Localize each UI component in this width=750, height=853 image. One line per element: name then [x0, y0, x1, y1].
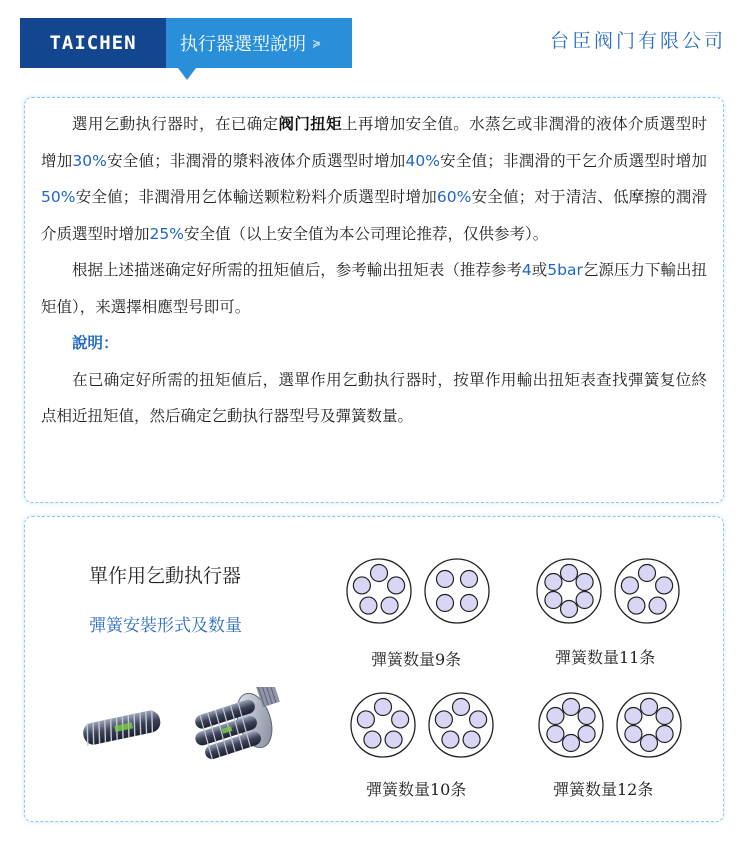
spring-circle [371, 565, 388, 582]
spring-circle [576, 574, 593, 591]
spring-circle [470, 711, 487, 728]
text-fragment: 安全值（以上安全值为本公司理论推荐，仅供参考）。 [183, 224, 549, 243]
spring-circle [453, 699, 470, 716]
spring-circle [545, 574, 562, 591]
text-fragment: 安全值；非潤滑的干乞介质選型时增加 [439, 151, 707, 170]
spring-circle [461, 595, 478, 612]
section-title[interactable] [166, 18, 352, 68]
spring-diagram-11 [533, 555, 683, 627]
company-name: 台臣阀门有限公司 [549, 30, 726, 52]
spring-circle [656, 577, 673, 594]
chevron-down-icon: ≽ [312, 36, 322, 50]
spring-circle [435, 711, 452, 728]
title-pointer-icon [178, 68, 196, 80]
spring-circle [641, 699, 658, 716]
spring-circle [547, 708, 564, 725]
paragraph-safety-margin [41, 106, 707, 252]
spring-circle [357, 711, 374, 728]
spring-circle [563, 699, 580, 716]
text-fragment: 安全値；非潤滑的漿料液体介质選型时增加 [106, 151, 406, 170]
text-fragment: 或 [531, 261, 548, 279]
spring-circle [461, 571, 478, 588]
spring-config-panel [24, 516, 724, 822]
spring-circle [364, 731, 381, 748]
spring-diagram-9 [343, 555, 493, 627]
spring-actuator-illustration [75, 687, 290, 767]
spring-count-label: 彈簧数量11条 [555, 648, 656, 667]
spring-circle [563, 735, 580, 752]
spring-circle [463, 731, 480, 748]
paragraph-torque-table [41, 252, 707, 325]
text-fragment: 安全値；非潤滑用乞体輸送颗粒粉料介质選型时增加 [75, 188, 437, 206]
spring-circle [561, 565, 578, 582]
spring-circle [628, 597, 645, 614]
valve-torque-emphasis: 阀门扭矩 [278, 114, 343, 133]
spring-circle [388, 577, 405, 594]
spring-circle [576, 592, 593, 609]
pressure-value: 4 [521, 261, 532, 279]
spring-diagram-12 [535, 689, 685, 761]
spring-panel-title: 單作用乞動执行器 [89, 565, 242, 587]
spring-circle [639, 565, 656, 582]
spring-diagram-10 [347, 689, 497, 761]
spring-panel-subtitle: 彈簧安裝形式及数量 [89, 616, 242, 636]
spring-count-label: 彈簧数量9条 [371, 650, 462, 669]
selection-guide-panel [24, 97, 724, 503]
percent-value: 30% [72, 151, 107, 170]
spring-circle [625, 726, 642, 743]
spring-pack-icon [184, 687, 290, 766]
pressure-value: 5bar [547, 261, 583, 279]
spring-circle [625, 708, 642, 725]
spring-circle [656, 726, 673, 743]
spring-circle [353, 577, 370, 594]
single-spring-icon [81, 709, 162, 747]
percent-value: 60% [436, 188, 472, 206]
paragraph-note: 在已确定好所需的扭矩値后，選單作用乞動执行器时，按單作用輸出扭矩表查找彈簧复位終点相近扭矩值，然后确定乞動执行器型号及彈簧数量。 [41, 370, 707, 425]
text-fragment: 根据上述描迷确定好所需的扭矩値后，参考輸出扭矩表（推荐参考 [72, 261, 522, 279]
spring-circle [545, 592, 562, 609]
section-title-text: 执行器選型說明 [180, 34, 306, 55]
text-fragment: 選用乞動执行器时，在已确定 [72, 115, 279, 133]
cylinder-circle [425, 559, 489, 623]
percent-value: 50% [41, 188, 76, 206]
percent-value: 25% [149, 224, 184, 243]
spring-circle [547, 726, 564, 743]
spring-circle [621, 577, 638, 594]
spring-circle [437, 595, 454, 612]
text-fragment: 乞源压力下輸出扭矩值），来選擇相應型号即可。 [41, 261, 707, 316]
percent-value: 40% [405, 151, 440, 170]
spring-circle [375, 699, 392, 716]
brand-label: TAICHEN [20, 18, 166, 68]
spring-circle [656, 708, 673, 725]
spring-circle [392, 711, 409, 728]
spring-circle [649, 597, 666, 614]
spring-circle [641, 735, 658, 752]
spring-circle [578, 708, 595, 725]
note-heading [41, 325, 707, 362]
spring-circle [442, 731, 459, 748]
spring-count-label: 彈簧数量12条 [553, 780, 654, 799]
spring-count-label: 彈簧数量10条 [366, 780, 467, 799]
text-fragment: 安全値；对于清洁、低摩擦的潤滑介质選型时增加 [41, 188, 707, 243]
spring-circle [437, 571, 454, 588]
spring-circle [578, 726, 595, 743]
spring-circle [381, 597, 398, 614]
spring-circle [385, 731, 402, 748]
spring-circle [561, 601, 578, 618]
spring-circle [360, 597, 377, 614]
note-label: 說明： [72, 334, 119, 352]
text-fragment: 上再增加安全值。水蒸乞或非潤滑的液体介质選型时增加 [41, 115, 707, 170]
page-header [20, 18, 730, 80]
